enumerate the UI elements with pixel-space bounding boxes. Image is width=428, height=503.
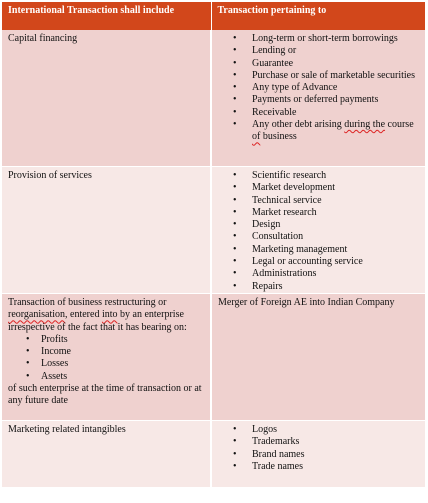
row-left-text: Transaction of business restructuring or [8, 296, 167, 308]
list-item: • Losses [8, 358, 205, 370]
row-left-tail: of such enterprise at the time of transaction or at any future date [8, 383, 202, 407]
row-left-text: Capital financing [8, 33, 78, 44]
row-left-text: Provision of services [8, 170, 92, 181]
header-row [2, 2, 425, 30]
header-col2: Transaction pertaining to [211, 2, 425, 30]
list-item: • Logos [218, 424, 420, 436]
row-left-text: Marketing related intangibles [8, 423, 126, 435]
list-item: • Legal or accounting service [218, 256, 420, 268]
list-item: • Profits [8, 334, 205, 346]
bullet-list [218, 170, 420, 293]
table-row [2, 30, 425, 167]
list-item: • Consultation [218, 231, 420, 243]
row-left-cell [2, 167, 211, 294]
list-item: • Repairs [218, 281, 420, 293]
list-item: • Receivable [218, 107, 420, 119]
list-item: • Market development [218, 182, 420, 194]
list-item: • Marketing management [218, 244, 420, 256]
row-right-cell [211, 167, 425, 294]
list-item: • Guarantee [218, 58, 420, 70]
list-item: • Design [218, 219, 420, 231]
bullet-list [218, 424, 420, 473]
list-item: • Market research [218, 207, 420, 219]
list-item: • Purchase or sale of marketable securities [218, 70, 420, 82]
row-left-cell [2, 420, 211, 487]
spellcheck-underline: of [252, 131, 261, 143]
row-right-cell [211, 30, 425, 167]
list-item: • Scientific research [218, 170, 420, 182]
list-item: • Long-term or short-term borrowings [218, 33, 420, 45]
list-item-text: Any other debt arising [252, 119, 345, 131]
table-row [2, 167, 425, 294]
table-row [2, 420, 425, 487]
row-right-text: Merger of Foreign AE into Indian Company [218, 296, 395, 308]
list-item-text: course [385, 119, 414, 131]
spellcheck-underline: during the [344, 119, 386, 131]
list-item-text: business [260, 131, 297, 143]
header-col1: International Transaction shall include [2, 2, 211, 30]
list-item: • Lending or [218, 45, 420, 57]
list-item: • Brand names [218, 449, 420, 461]
list-item: • Assets [8, 371, 205, 383]
bullet-list [218, 33, 420, 144]
row-right-cell [211, 420, 425, 487]
list-item: • Technical service [218, 195, 420, 207]
list-item: • Payments or deferred payments [218, 94, 420, 106]
row-left-text: by an enterprise irrespective of the fact that it has bearing on: [8, 309, 187, 333]
list-item: • Trademarks [218, 436, 420, 448]
bullet-list [8, 334, 205, 383]
list-item: • Trade names [218, 461, 420, 473]
row-left-paragraph [8, 297, 205, 334]
row-left-text: , entered [65, 309, 102, 321]
list-item: • Any type of Advance [218, 82, 420, 94]
spellcheck-underline: into [101, 309, 118, 321]
list-item: • Income [8, 346, 205, 358]
row-left-cell [2, 30, 211, 167]
spellcheck-underline: reorganisation [8, 309, 66, 321]
table-row [2, 293, 425, 420]
row-left-cell [2, 293, 211, 420]
list-item: • Administrations [218, 268, 420, 280]
transaction-table [2, 2, 425, 488]
row-right-cell [211, 293, 425, 420]
list-item [218, 119, 420, 144]
